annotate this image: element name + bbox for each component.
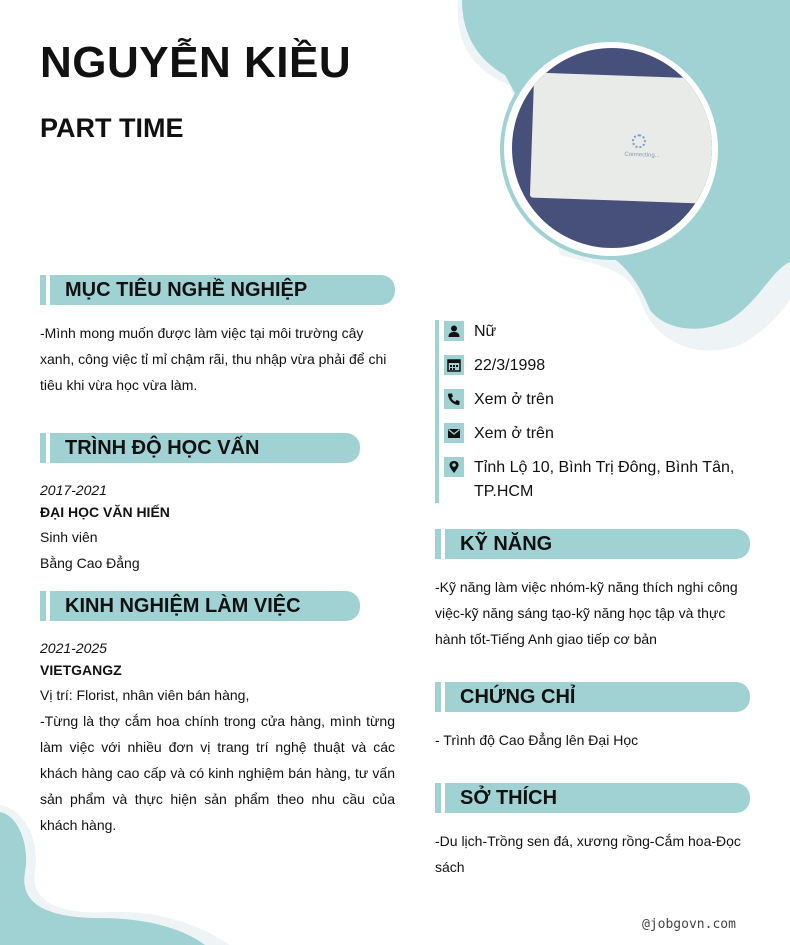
contact-address-line: TP.HCM	[474, 483, 534, 500]
hobbies-line: -Du lịch-Trồng sen đá, xương rồng-Cắm hoa-Đọc	[435, 833, 741, 849]
skills-line: hành tốt-Tiếng Anh giao tiếp cơ bản	[435, 631, 657, 647]
job-position: PART TIME	[40, 113, 184, 143]
experience-description: -Từng là thợ cắm hoa chính trong cửa hàng, mình từng làm việc với nhiều đơn vị trang trí nghệ thuật và các khách hàng cao cấp và có kinh nghiệm bán hàng, tư vấn sản phẩm và thực hiện sản phẩm theo nhu cầu của khách hàng.	[40, 713, 395, 833]
location-pin-icon	[444, 457, 464, 477]
avatar	[512, 48, 712, 248]
skills-line: -Kỹ năng làm việc nhóm-kỹ năng thích nghi công	[435, 579, 738, 595]
hobbies-line: sách	[435, 859, 465, 875]
email-icon	[444, 423, 464, 443]
candidate-name: NGUYỄN KIỀU	[40, 38, 352, 87]
section-title-hobbies: SỞ THÍCH	[460, 787, 558, 809]
education-period: 2017-2021	[40, 482, 107, 498]
section-title-skills: KỸ NĂNG	[460, 533, 553, 555]
contact-birthday	[444, 354, 545, 378]
contact-accent-bar	[435, 320, 439, 503]
avatar-screen-text: Connecting...	[624, 151, 660, 159]
education-degree: Bằng Cao Đẳng	[40, 555, 140, 571]
section-header-certificates	[435, 682, 750, 712]
objective-line: xanh, công việc tỉ mỉ chậm rãi, thu nhập vừa phải để chi	[40, 351, 387, 367]
contact-gender	[444, 320, 496, 344]
education-role: Sinh viên	[40, 529, 98, 545]
section-title-certificates: CHỨNG CHỈ	[460, 686, 576, 708]
education-school: ĐẠI HỌC VĂN HIẾN	[40, 504, 170, 520]
contact-gender-text: Nữ	[474, 323, 497, 340]
contact-email	[444, 422, 554, 446]
contact-address-line: Tỉnh Lộ 10, Bình Trị Đông, Bình Tân,	[474, 459, 735, 476]
section-header-experience	[40, 591, 360, 621]
section-header-skills	[435, 529, 750, 559]
experience-role: Vị trí: Florist, nhân viên bán hàng,	[40, 687, 250, 703]
section-header-hobbies	[435, 783, 750, 813]
phone-icon	[444, 389, 464, 409]
section-header-objective	[40, 275, 395, 305]
objective-line: -Mình mong muốn được làm việc tại môi trường cây	[40, 325, 364, 341]
section-title-objective: MỤC TIÊU NGHỀ NGHIỆP	[65, 279, 308, 301]
loading-spinner-icon	[632, 134, 646, 148]
contact-phone	[444, 388, 554, 412]
contact-email-text: Xem ở trên	[474, 425, 554, 442]
contact-address	[444, 456, 734, 504]
section-header-education	[40, 433, 360, 463]
avatar-photo-screen	[530, 73, 712, 205]
contact-phone-text: Xem ở trên	[474, 391, 554, 408]
section-title-experience: KINH NGHIỆM LÀM VIỆC	[65, 595, 301, 617]
certificates-text: - Trình độ Cao Đẳng lên Đại Học	[435, 732, 639, 748]
section-title-education: TRÌNH ĐỘ HỌC VẤN	[65, 437, 260, 459]
contact-address-text	[474, 456, 734, 504]
objective-line: tiêu khi vừa học vừa làm.	[40, 377, 198, 393]
person-icon	[444, 321, 464, 341]
contact-birthday-text: 22/3/1998	[474, 357, 546, 374]
experience-period: 2021-2025	[40, 640, 107, 656]
calendar-icon	[444, 355, 464, 375]
watermark-link[interactable]: @jobgovn.com	[642, 917, 736, 932]
skills-line: việc-kỹ năng sáng tạo-kỹ năng học tập và thực	[435, 605, 726, 621]
experience-company: VIETGANGZ	[40, 662, 122, 678]
